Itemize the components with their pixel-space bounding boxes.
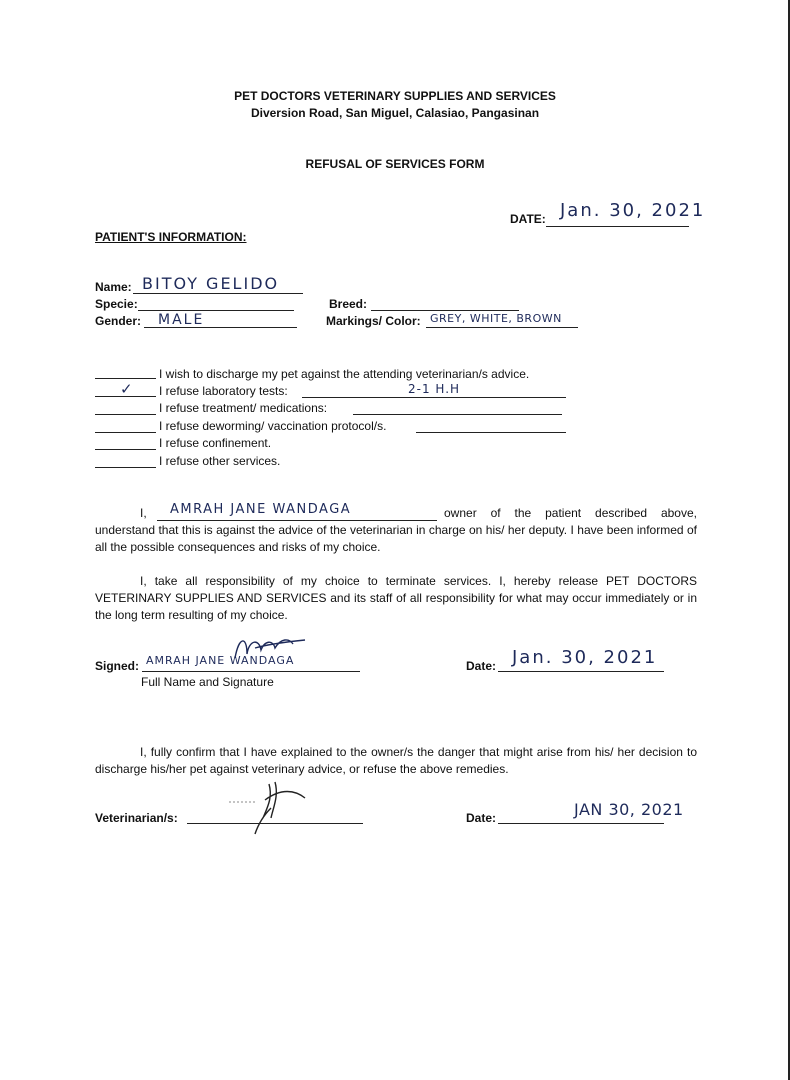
signed-name: AMRAH JANE WANDAGA — [146, 654, 295, 667]
date-label: DATE: — [510, 212, 546, 226]
vet-date-label: Date: — [466, 811, 497, 825]
option-text: I refuse other services. — [159, 454, 281, 468]
option-checkmark: ✓ — [120, 381, 133, 398]
signed-caption: Full Name and Signature — [141, 675, 274, 689]
breed-label: Breed: — [329, 297, 368, 311]
gender-value: MALE — [158, 312, 205, 328]
option-text: I wish to discharge my pet against the attending veterinarian/s advice. — [159, 367, 530, 381]
vet-signature — [225, 778, 335, 838]
org-name: PET DOCTORS VETERINARY SUPPLIES AND SERVICES — [234, 89, 556, 103]
signed-date-label: Date: — [466, 659, 497, 673]
form-title: REFUSAL OF SERVICES FORM — [305, 157, 485, 171]
option-text: I refuse deworming/ vaccination protocol/s. — [159, 419, 387, 433]
org-address: Diversion Road, San Miguel, Calasiao, Pangasinan — [250, 106, 540, 120]
markings-label: Markings/ Color: — [326, 314, 421, 328]
lab-tests-detail: 2-1 H.H — [408, 382, 461, 396]
vet-label: Veterinarian/s: — [95, 811, 178, 825]
vet-date-value: JAN 30, 2021 — [574, 800, 684, 819]
name-value: BITOY GELIDO — [142, 274, 280, 293]
statement3-body: I, fully confirm that I have explained to the owner/s the danger that might arise from his/ her decision to discharge his/her pet against veterinary advice, or refuse the above remedies. — [95, 745, 697, 776]
date-value: Jan. 30, 2021 — [560, 200, 706, 221]
markings-value: GREY, WHITE, BROWN — [430, 312, 562, 325]
signed-label: Signed: — [95, 659, 139, 673]
statement2-body: I, take all responsibility of my choice to terminate services. I, hereby release PET DOCTORS VETERINARY SUPPLIES AND SERVICES and its staff of all responsibility for what may occur immediately or in the long term resulting of my choice. — [95, 574, 697, 622]
owner-name: AMRAH JANE WANDAGA — [170, 502, 352, 517]
gender-label: Gender: — [95, 314, 142, 328]
statement1-prefix: I, — [140, 506, 147, 520]
patient-section-title: PATIENT'S INFORMATION: — [95, 230, 247, 244]
name-label: Name: — [95, 280, 132, 294]
option-text: I refuse confinement. — [159, 436, 272, 450]
signed-date-value: Jan. 30, 2021 — [512, 647, 658, 668]
statement1-body: understand that this is against the advice of the veterinarian in charge on his/ her deputy. I have been informed of all the possible consequences and risks of my choice. — [95, 523, 697, 554]
option-text: I refuse treatment/ medications: — [159, 401, 328, 415]
specie-label: Specie: — [95, 297, 138, 311]
statement1-line1: owner of the patient described above, — [444, 506, 697, 520]
option-text: I refuse laboratory tests: — [159, 384, 288, 398]
